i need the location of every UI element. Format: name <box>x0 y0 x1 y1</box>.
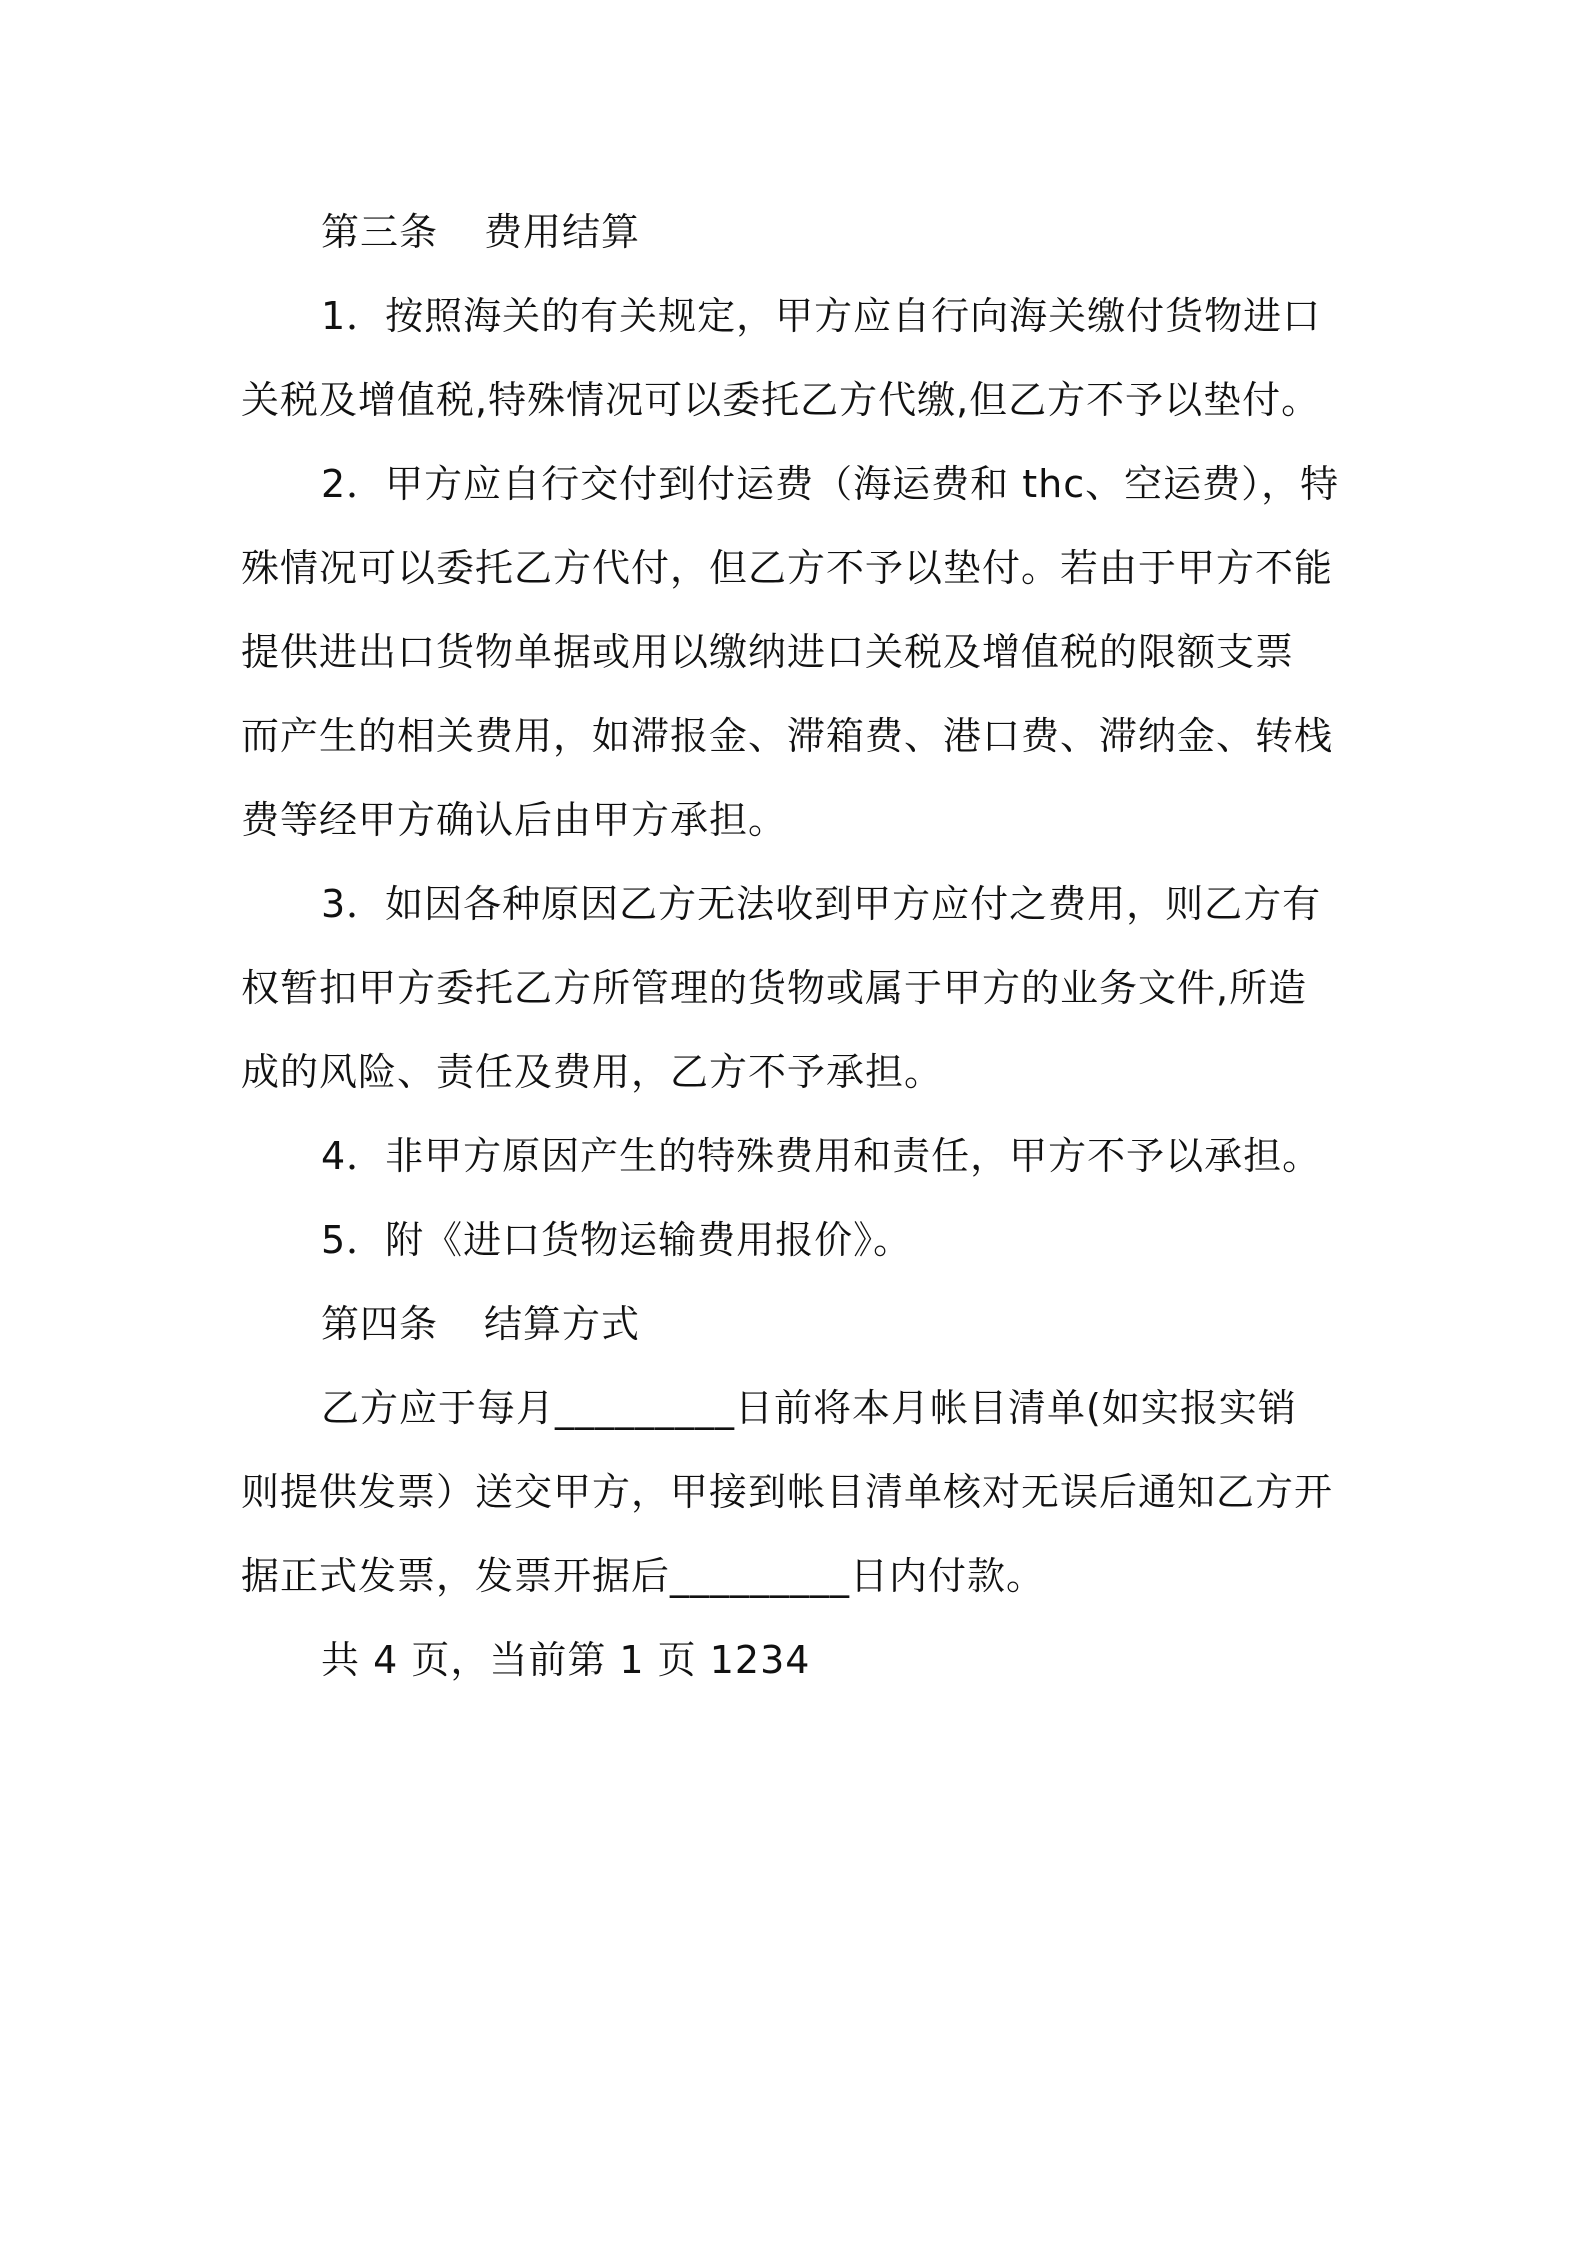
clause-3-line-1: 3．如因各种原因乙方无法收到甲方应付之费用，则乙方有 <box>321 882 1322 926</box>
settlement-line-3: 据正式发票，发票开据后_________日内付款。 <box>241 1554 1046 1598</box>
document-page <box>241 190 1353 1702</box>
clause-1-line-2: 关税及增值税,特殊情况可以委托乙方代缴,但乙方不予以垫付。 <box>241 378 1321 422</box>
clause-2-line-4: 而产生的相关费用，如滞报金、滞箱费、港口费、滞纳金、转栈 <box>241 714 1334 758</box>
section-3-title: 费用结算 <box>484 210 641 254</box>
clause-2-line-1: 2．甲方应自行交付到付运费（海运费和 thc、空运费），特 <box>321 462 1340 506</box>
clause-4-line-1: 4．非甲方原因产生的特殊费用和责任，甲方不予以承担。 <box>321 1134 1322 1178</box>
section-4-title: 结算方式 <box>484 1302 641 1346</box>
page-footer: 共 4 页，当前第 1 页 1234 <box>321 1638 811 1682</box>
clause-2-line-2: 殊情况可以委托乙方代付，但乙方不予以垫付。若由于甲方不能 <box>241 546 1334 590</box>
section-4-heading <box>241 1282 1353 1366</box>
clause-2-line-5: 费等经甲方确认后由甲方承担。 <box>241 798 788 842</box>
settlement-line-2: 则提供发票）送交甲方，甲接到帐目清单核对无误后通知乙方开 <box>241 1470 1334 1514</box>
clause-2-line-3: 提供进出口货物单据或用以缴纳进口关税及增值税的限额支票 <box>241 630 1295 674</box>
clause-3-line-2: 权暂扣甲方委托乙方所管理的货物或属于甲方的业务文件,所造 <box>241 966 1308 1010</box>
section-3-article: 第三条 <box>321 210 439 254</box>
clause-3-line-3: 成的风险、责任及费用，乙方不予承担。 <box>241 1050 944 1094</box>
clause-5-line-1: 5．附《进口货物运输费用报价》。 <box>321 1218 913 1262</box>
section-3-heading <box>241 190 1353 274</box>
section-4-article: 第四条 <box>321 1302 439 1346</box>
clause-1-line-1: 1．按照海关的有关规定，甲方应自行向海关缴付货物进口 <box>321 294 1322 338</box>
settlement-line-1: 乙方应于每月_________日前将本月帐目清单(如实报实销 <box>321 1386 1297 1430</box>
